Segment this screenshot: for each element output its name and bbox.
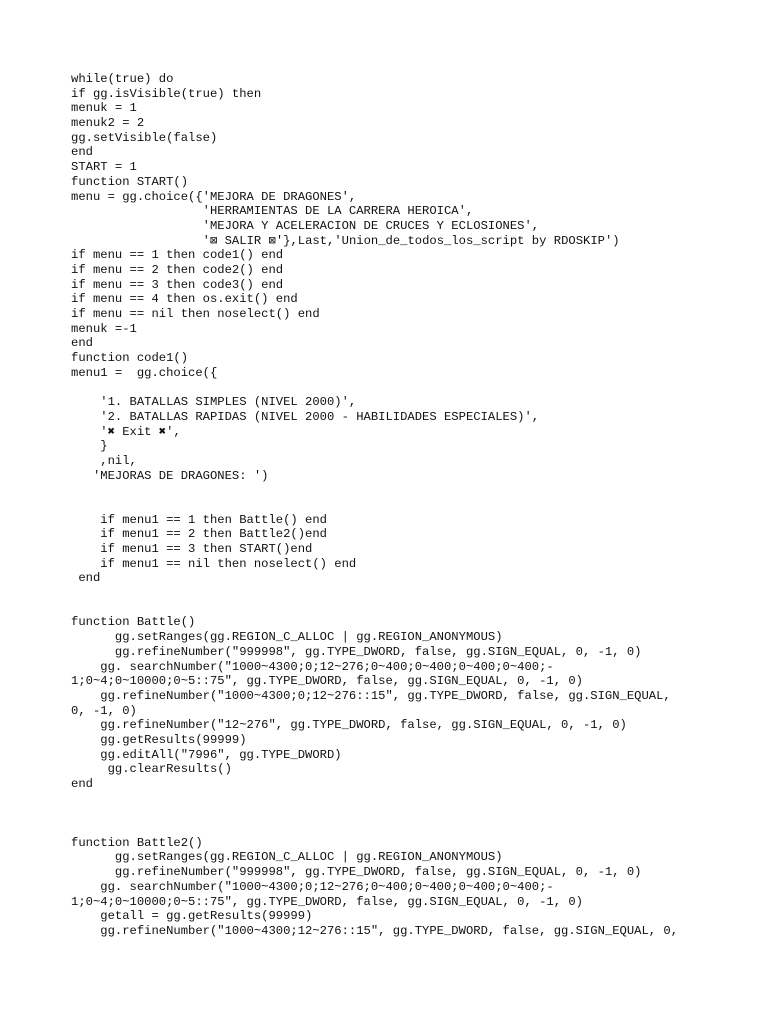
code-line — [71, 821, 731, 836]
code-line — [71, 380, 731, 395]
code-line: 1;0~4;0~10000;0~5::75", gg.TYPE_DWORD, false, gg.SIGN_EQUAL, 0, -1, 0) — [71, 674, 583, 689]
code-line: function code1() — [71, 351, 189, 366]
code-line: function Battle2() — [71, 835, 203, 850]
code-line — [71, 586, 731, 601]
code-line — [71, 483, 731, 498]
code-line: if menu1 == 1 then Battle() end — [71, 512, 327, 527]
code-line: while(true) do — [71, 72, 174, 86]
code-line: '1. BATALLAS SIMPLES (NIVEL 2000)', — [71, 395, 357, 410]
code-line: menuk2 = 2 — [71, 116, 145, 131]
code-line: getall = gg.getResults(99999) — [71, 909, 313, 924]
code-line: gg.setVisible(false) — [71, 130, 218, 145]
code-line — [71, 601, 731, 616]
code-line: gg. searchNumber("1000~4300;0;12~276;0~400;0~400;0~400;0~400;- — [71, 659, 554, 674]
code-line: if gg.isVisible(true) then — [71, 86, 262, 101]
code-line: gg.refineNumber("12~276", gg.TYPE_DWORD, false, gg.SIGN_EQUAL, 0, -1, 0) — [71, 718, 627, 733]
code-line: '⊠ SALIR ⊠'},Last,'Union_de_todos_los_script by RDOSKIP') — [71, 233, 620, 248]
code-line: end — [71, 777, 93, 791]
code-line: gg.refineNumber("999998", gg.TYPE_DWORD, false, gg.SIGN_EQUAL, 0, -1, 0) — [71, 865, 642, 880]
code-line: if menu == 2 then code2() end — [71, 262, 284, 277]
code-line: if menu == 1 then code1() end — [71, 248, 284, 263]
code-line: } — [71, 439, 108, 454]
code-line: gg.setRanges(gg.REGION_C_ALLOC | gg.REGION_ANONYMOUS) — [71, 850, 503, 865]
code-line — [71, 792, 731, 807]
code-line: if menu == nil then noselect() end — [71, 307, 320, 321]
code-line: '2. BATALLAS RAPIDAS (NIVEL 2000 - HABILIDADES ESPECIALES)', — [71, 409, 540, 424]
code-line: gg.editAll("7996", gg.TYPE_DWORD) — [71, 747, 342, 762]
code-line — [71, 806, 731, 821]
code-line: 1;0~4;0~10000;0~5::75", gg.TYPE_DWORD, false, gg.SIGN_EQUAL, 0, -1, 0) — [71, 894, 583, 909]
code-line: end — [71, 571, 101, 586]
code-line: if menu1 == 2 then Battle2()end — [71, 527, 327, 542]
code-line: START = 1 — [71, 160, 137, 175]
code-line: gg.refineNumber("1000~4300;0;12~276::15", gg.TYPE_DWORD, false, gg.SIGN_EQUAL, — [71, 688, 671, 703]
code-line: function START() — [71, 174, 189, 189]
code-line: gg.setRanges(gg.REGION_C_ALLOC | gg.REGION_ANONYMOUS) — [71, 630, 503, 645]
code-line: gg. searchNumber("1000~4300;0;12~276;0~400;0~400;0~400;0~400;- — [71, 879, 554, 894]
code-line: gg.refineNumber("1000~4300;12~276::15", gg.TYPE_DWORD, false, gg.SIGN_EQUAL, 0, — [71, 923, 679, 938]
code-line: if menu == 4 then os.exit() end — [71, 292, 298, 307]
code-line: 'MEJORA Y ACELERACION DE CRUCES Y ECLOSIONES', — [71, 218, 540, 233]
code-line: menuk =-1 — [71, 321, 137, 336]
code-line: 0, -1, 0) — [71, 703, 137, 718]
code-line: if menu1 == nil then noselect() end — [71, 556, 357, 571]
code-line: gg.getResults(99999) — [71, 732, 247, 747]
code-line — [71, 498, 731, 513]
code-line: gg.refineNumber("999998", gg.TYPE_DWORD, false, gg.SIGN_EQUAL, 0, -1, 0) — [71, 644, 642, 659]
code-line: menuk = 1 — [71, 101, 137, 116]
code-line: function Battle() — [71, 615, 196, 630]
code-line: if menu == 3 then code3() end — [71, 277, 284, 292]
code-line: if menu1 == 3 then START()end — [71, 542, 313, 556]
code-line: end — [71, 145, 93, 160]
code-line: 'MEJORAS DE DRAGONES: ') — [71, 468, 269, 483]
code-block — [71, 72, 731, 939]
code-line: menu = gg.choice({'MEJORA DE DRAGONES', — [71, 189, 357, 204]
code-line: ,nil, — [71, 453, 137, 468]
code-line: end — [71, 336, 93, 351]
code-line: menu1 = gg.choice({ — [71, 365, 218, 380]
code-line: '✖ Exit ✖', — [71, 424, 181, 439]
code-line: 'HERRAMIENTAS DE LA CARRERA HEROICA', — [71, 204, 474, 219]
code-line: gg.clearResults() — [71, 762, 232, 777]
